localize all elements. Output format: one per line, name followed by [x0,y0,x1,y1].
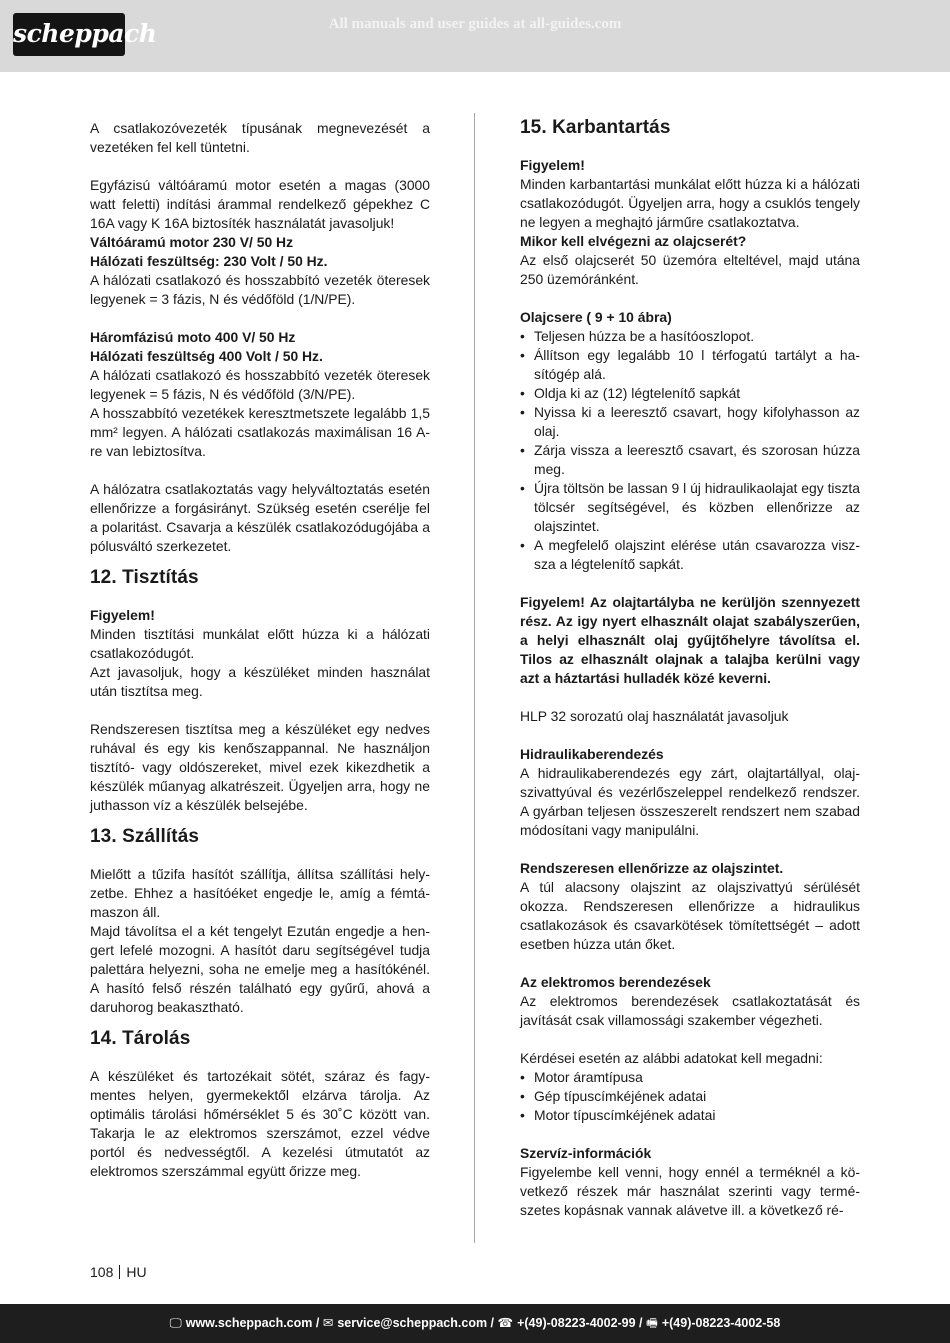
required-data-list [520,1068,860,1125]
list-item: • Nyissa ki a leeresztő csavart, hogy kifolyhasson az olaj. [520,403,860,441]
phone-icon: ☎ [497,1316,514,1330]
email-link[interactable]: service@scheppach.com / [337,1316,495,1330]
paragraph: Minden karbantartási munkálat előtt húzza ki a hálózati csatlakozódugót. Ügyeljen arra, hogy a csuklós tengely ne legyen a meghajtó járműre csatlakoztatva. [520,176,860,230]
section-heading-cleaning: 12. Tisztítás [90,567,199,588]
bold-line: Hálózati feszültség: 230 Volt / 50 Hz. [90,253,328,269]
left-column [90,119,430,1181]
paragraph: HLP 32 sorozatú olaj használatát javasoljuk [520,708,789,724]
separator [119,1265,120,1279]
oil-change-steps [520,327,860,574]
paragraph: Az első olajcserét 50 üzemóra elteltével, majd utána 250 üzemóránként. [520,252,860,287]
column-divider [474,113,475,1243]
section-heading-maintenance: 15. Karbantartás [520,117,671,138]
mail-icon: ✉ [322,1316,334,1330]
paragraph: A hosszabbító vezetékek keresztmetszete legalább 1,5 mm² legyen. A hálózati csatlakozás maximálisan 16 A-re van lebiztosítva. [90,405,430,459]
top-bar [0,0,950,72]
paragraph: Az elektromos berendezések csatlakoztatását és javítását csak villamossági szakember végezheti. [520,993,860,1028]
list-item: • Motor típuscímkéjének adatai [520,1106,860,1125]
subheading-service: Szervíz-információk [520,1145,652,1161]
bold-line: Mikor kell elvégezni az olajcserét? [520,233,747,249]
section-heading-storage: 14. Tárolás [90,1028,191,1049]
brand-logo: scheppach [13,13,125,56]
bold-line: Háromfázisú moto 400 V/ 50 Hz [90,329,296,345]
list-item: • Gép típuscímkéjének adatai [520,1087,860,1106]
list-item: • Motor áramtípusa [520,1068,860,1087]
computer-icon: 🖵 [169,1316,182,1330]
warning-label: Figyelem! [90,607,155,623]
paragraph: Figyelembe kell venni, hogy ennél a terméknél a következő részek már használat szerinti vagy természetes kopásnak vannak alávetve ill. a következő ré- [520,1164,860,1218]
contact-bar [0,1304,950,1343]
list-item: • Teljesen húzza be a hasítóoszlopot. [520,327,860,346]
paragraph: Majd távolítsa el a két tengelyt Ezután engedje a hengert lefelé mozogni. A hasítót daru segítségével tudja palettára helyezni, soha ne emelje meg a hasítókénél. A hasító felső részén található egy gyűrű, ahová a daruhorog beakasztható. [90,923,430,1015]
page-number [90,1264,147,1280]
paragraph: Rendszeresen tisztítsa meg a készüléket egy nedves ruhával és egy kis kenőszappannal. Ne használjon tisztító- vagy oldószereket, mivel ezek kikezdhetik a készülék műanyag alkatrészeit. Ügyeljen arra, hogy ne juthasson víz a készülék belsejébe. [90,721,430,813]
bold-line: Hálózati feszültség 400 Volt / 50 Hz. [90,348,323,364]
section-heading-transport: 13. Szállítás [90,826,200,847]
paragraph: A hálózati csatlakozó és hosszabbító vezeték öteresek legyenek = 3 fázis, N és védőföld (1/N/PE). [90,272,430,307]
warning-paragraph: Figyelem! Az olajtartályba ne kerüljön szennyezett rész. Az igy nyert elhasznált olajat szabályszerűen, a helyi elhasznált olaj gyűjtőhelyre távolítsa el. Tilos az elhasznált olajnak a talajba kerülni vagy azt a háztartási hulladék közé keverni. [520,594,860,686]
paragraph: A túl alacsony olajszint az olajszivattyú sérülését okozza. Rendszeresen ellenőrizze a hidraulikus csatlakozások és csavarkötések tömítettségét – adott esetben húzza után őket. [520,879,860,952]
paragraph: Kérdései esetén az alábbi adatokat kell megadni: [520,1050,823,1066]
list-item: • A megfelelő olajszint elérése után csavarozza viszsza a légtelenítő sapkát. [520,536,860,574]
paragraph: A készüléket és tartozékait sötét, száraz és fagymentes helyen, gyermekektől elzárva tárolja. Az optimális tárolási hőmérséklet 5 és 30˚C között van. Takarja le az elektromos szerszámot, ezzel védve portól és nedvességtől. A kezelési útmutatót az elektromos szerszámmal együtt őrizze meg. [90,1068,430,1179]
phone-number[interactable]: +(49)-08223-4002-99 / [517,1316,643,1330]
list-item: • Újra töltsön be lassan 9 l új hidraulikaolajat egy tiszta tölcsér segítségével, és közben ellenőrizze az olajszintet. [520,479,860,536]
fax-icon: 🖷 [646,1316,658,1330]
page-number-value: 108 [90,1264,114,1280]
paragraph: Azt javasoljuk, hogy a készüléket minden használat után tisztítsa meg. [90,664,430,699]
subheading-oil-level: Rendszeresen ellenőrizze az olajszintet. [520,860,784,876]
list-item: • Zárja vissza a leeresztő csavart, és szorosan húzza meg. [520,441,860,479]
bold-line: Váltóáramú motor 230 V/ 50 Hz [90,234,294,250]
subheading-oil-change: Olajcsere ( 9 + 10 ábra) [520,309,672,325]
paragraph: A csatlakozóvezeték típusának megnevezését a vezetéken fel kell tüntetni. [90,120,430,155]
paragraph: A hálózati csatlakozó és hosszabbító vezeték öteresek legyenek = 5 fázis, N és védőföld (3/N/PE). [90,367,430,402]
language-code: HU [126,1264,147,1280]
right-column [520,119,860,1220]
paragraph: Minden tisztítási munkálat előtt húzza ki a hálózati csatlakozódugót. [90,626,430,661]
website-link[interactable]: www.scheppach.com / [185,1316,320,1330]
subheading-electrical: Az elektromos berendezések [520,974,711,990]
fax-number[interactable]: +(49)-08223-4002-58 [661,1316,781,1330]
list-item: • Állítson egy legalább 10 l térfogatú tartályt a hasítógép alá. [520,346,860,384]
watermark-text: All manuals and user guides at all-guides.com [328,16,622,32]
warning-label: Figyelem! [520,157,585,173]
paragraph: A hidraulikaberendezés egy zárt, olajtartállyal, olajszivattyúval és vezérlőszeleppel rendelkező rendszer. A gyárban teljesen összeszerelt rendszert nem szabad módosítani vagy manipulálni. [520,765,860,838]
paragraph: Mielőtt a tűzifa hasítót szállítja, állítsa szállítási helyzetbe. Ehhez a hasítóéket engedje le, amíg a fémtámaszon áll. [90,866,430,920]
paragraph: Egyfázisú váltóáramú motor esetén a magas (3000 watt feletti) indítási árammal rendelkező gépekhez C 16A vagy K 16A biztosíték használatát javasoljuk! [90,177,430,231]
paragraph: A hálózatra csatlakoztatás vagy helyváltoztatás esetén ellenőrizze a forgásirányt. Szükség esetén cserélje fel a polaritást. Csavarja a készülék csatlakozódugójába a pólusváltó szerkezetet. [90,481,430,554]
list-item: • Oldja ki az (12) légtelenítő sapkát [520,384,860,403]
subheading-hydraulics: Hidraulikaberendezés [520,746,664,762]
